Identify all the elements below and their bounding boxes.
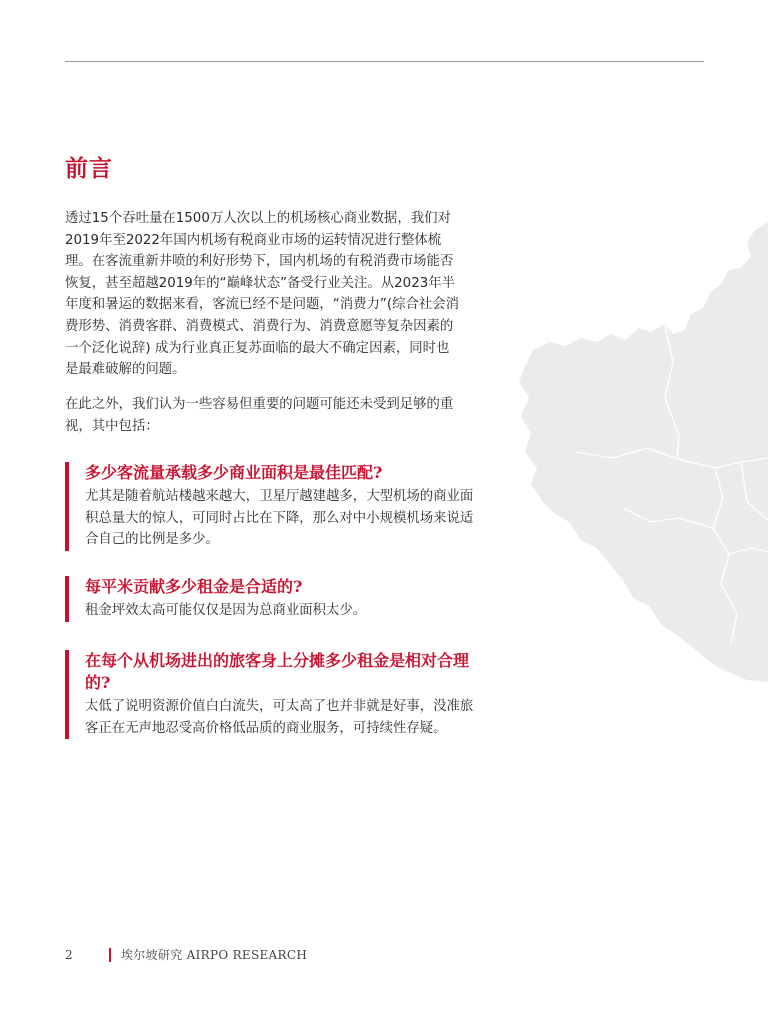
- page-title: 前言: [65, 155, 113, 182]
- question-title: 多少客流量承载多少商业面积是最佳匹配?: [85, 463, 383, 482]
- header-rule: [65, 61, 704, 62]
- question-block: [65, 462, 480, 551]
- question-title: 在每个从机场进出的旅客身上分摊多少租金是相对合理的?: [85, 651, 470, 692]
- question-body: 租金坪效太高可能仅仅是因为总商业面积太少。: [85, 603, 367, 618]
- map-illustration: [515, 222, 768, 682]
- page-footer: [65, 946, 307, 963]
- question-body: 尤其是随着航站楼越来越大，卫星厅越建越多，大型机场的商业面积总量大的惊人，可同时占比在下降，那么对中小规模机场来说适合自己的比例是多少。: [85, 489, 474, 548]
- intro-paragraph: 透过15个吞吐量在1500万人次以上的机场核心商业数据，我们对2019年至2022年国内机场有税商业市场的运转情况进行整体梳理。在客流重新井喷的利好形势下，国内机场的有税消费市场能否恢复，甚至超越2019年的“巅峰状态”备受行业关注。从2023年半年度和暑运的数据来看，客流已经不是问题，“消费力”(综合社会消费形势、消费客群、消费模式、消费行为、消费意愿等复杂因素的一个泛化说辞) 成为行业真正复苏面临的最大不确定因素，同时也是最难破解的问题。: [65, 211, 460, 378]
- question-body: 太低了说明资源价值白白流失，可太高了也并非就是好事，没准旅客正在无声地忍受高价格低品质的商业服务，可持续性存疑。: [85, 699, 474, 736]
- footer-divider: [109, 948, 111, 962]
- lead-in-paragraph: 在此之外，我们认为一些容易但重要的问题可能还未受到足够的重视，其中包括：: [65, 397, 454, 434]
- question-block: [65, 650, 480, 739]
- footer-brand: 埃尔坡研究 AIRPO RESEARCH: [121, 948, 308, 962]
- question-block: [65, 576, 480, 622]
- question-title: 每平米贡献多少租金是合适的?: [85, 577, 303, 596]
- page-number: 2: [65, 947, 73, 962]
